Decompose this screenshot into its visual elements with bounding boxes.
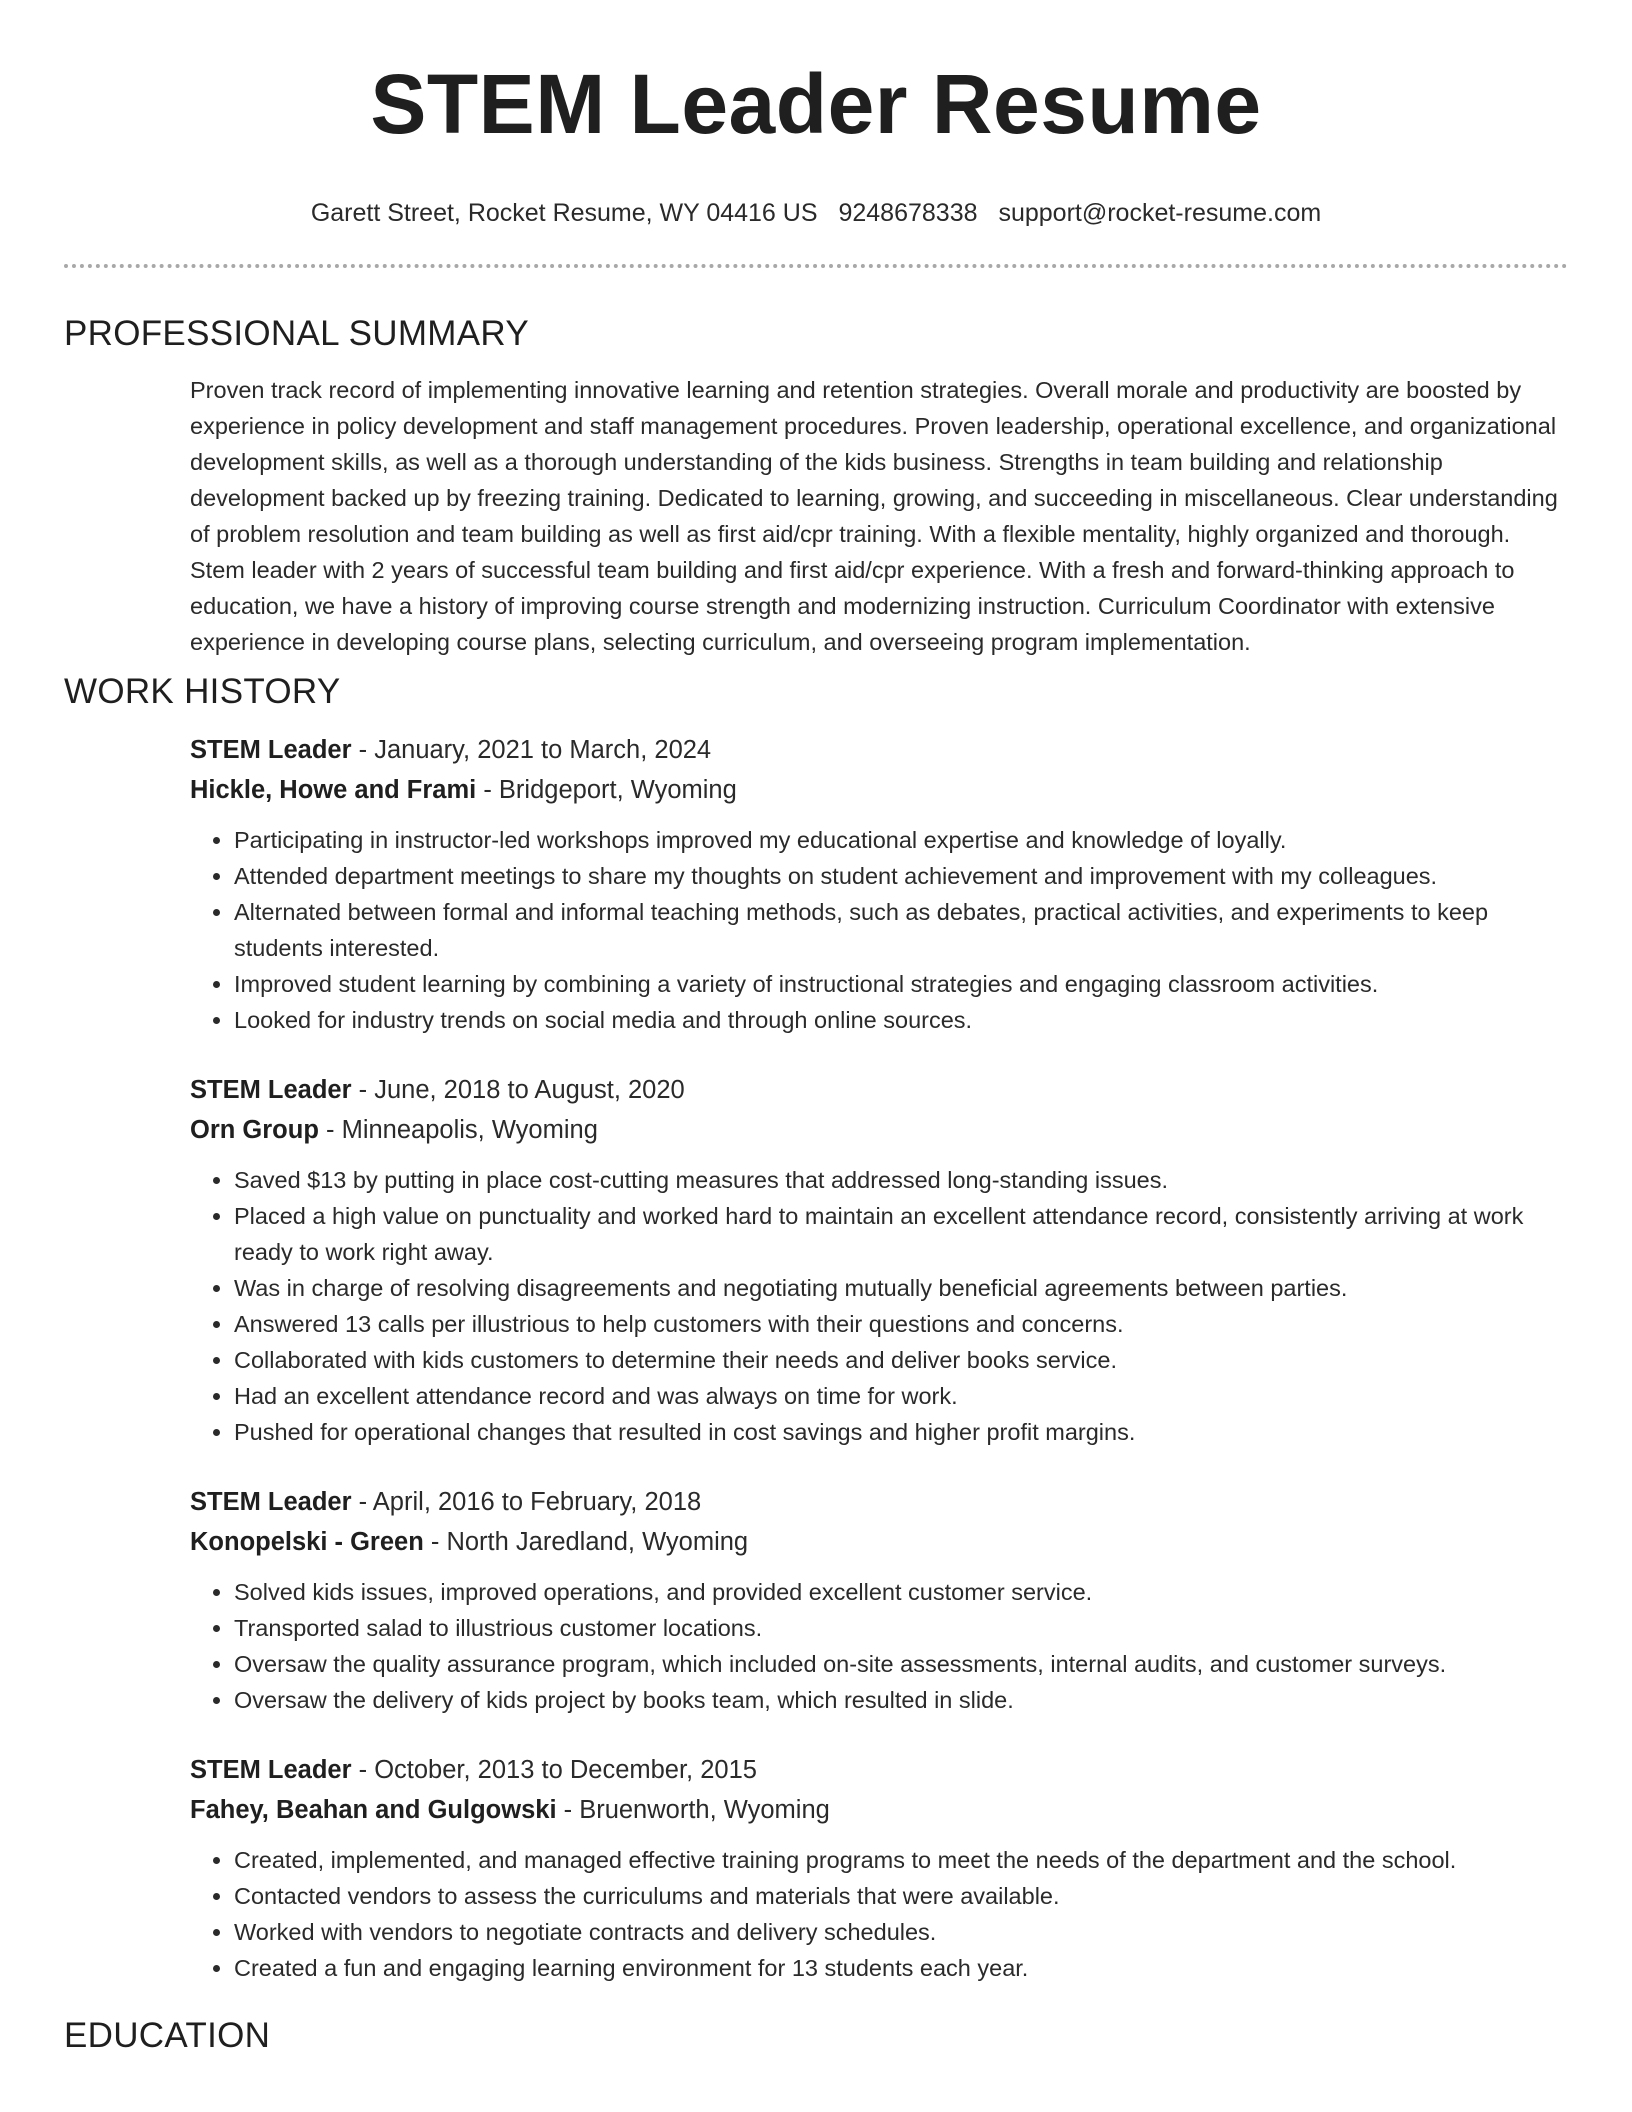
contact-email: support@rocket-resume.com <box>998 199 1322 227</box>
job-company-line <box>190 1522 1568 1562</box>
job-role: STEM Leader <box>190 1076 352 1104</box>
summary-section <box>0 314 1632 660</box>
education-section <box>0 2016 1632 2056</box>
job-bullet: • Participating in instructor-led workshops improved my educational expertise and knowledge of loyally. <box>234 822 1568 858</box>
job-bullet: • Oversaw the quality assurance program, which included on-site assessments, internal audits, and customer surveys. <box>234 1646 1568 1682</box>
job-bullets <box>190 822 1568 1038</box>
job-location: - Minneapolis, Wyoming <box>318 1116 598 1144</box>
job-bullet: • Saved $13 by putting in place cost-cutting measures that addressed long-standing issues. <box>234 1162 1568 1198</box>
job-bullet: • Solved kids issues, improved operations, and provided excellent customer service. <box>234 1574 1568 1610</box>
job-dates: - June, 2018 to August, 2020 <box>351 1076 685 1104</box>
job-bullet: • Alternated between formal and informal teaching methods, such as debates, practical activities, and experiments to keep students interested. <box>234 894 1568 966</box>
job-title-line <box>190 1482 1568 1522</box>
job-entry <box>190 730 1568 1038</box>
section-title-education: EDUCATION <box>64 2016 271 2055</box>
job-bullet: • Answered 13 calls per illustrious to help customers with their questions and concerns. <box>234 1306 1568 1342</box>
job-role: STEM Leader <box>190 1488 352 1516</box>
job-role: STEM Leader <box>190 1756 352 1784</box>
job-bullet: • Had an excellent attendance record and was always on time for work. <box>234 1378 1568 1414</box>
header-divider <box>64 264 1568 268</box>
job-bullets <box>190 1574 1568 1718</box>
job-bullet: • Contacted vendors to assess the curriculums and materials that were available. <box>234 1878 1568 1914</box>
job-bullet: • Pushed for operational changes that resulted in cost savings and higher profit margins. <box>234 1414 1568 1450</box>
job-bullet: • Looked for industry trends on social media and through online sources. <box>234 1002 1568 1038</box>
job-bullets <box>190 1842 1568 1986</box>
job-company-line <box>190 770 1568 810</box>
job-bullet: • Worked with vendors to negotiate contracts and delivery schedules. <box>234 1914 1568 1950</box>
job-company-line <box>190 1790 1568 1830</box>
job-entry <box>190 1070 1568 1450</box>
job-company: Fahey, Beahan and Gulgowski <box>190 1796 557 1824</box>
contact-phone: 9248678338 <box>838 199 978 227</box>
contact-address: Garett Street, Rocket Resume, WY 04416 US <box>310 199 818 227</box>
summary-text: Proven track record of implementing innovative learning and retention strategies. Overall morale and productivity are boosted by experience in policy development and staff management procedures. Proven leadership, operational excellence, and organizational development skills, as well as a thorough understanding of the kids business. Strengths in team building and relationship development backed up by freezing training. Dedicated to learning, growing, and succeeding in miscellaneous. Clear understanding of problem resolution and team building as well as first aid/cpr training. With a flexible mentality, highly organized and thorough. Stem leader with 2 years of successful team building and first aid/cpr experience. With a fresh and forward-thinking approach to education, we have a history of improving course strength and modernizing instruction. Curriculum Coordinator with extensive experience in developing course plans, selecting curriculum, and overseeing program implementation. <box>190 377 1558 655</box>
job-title-line <box>190 1070 1568 1110</box>
job-role: STEM Leader <box>190 736 352 764</box>
job-bullet: • Transported salad to illustrious customer locations. <box>234 1610 1568 1646</box>
job-location: - Bruenworth, Wyoming <box>556 1796 830 1824</box>
job-dates: - October, 2013 to December, 2015 <box>351 1756 757 1784</box>
job-title-line <box>190 730 1568 770</box>
job-company: Hickle, Howe and Frami <box>190 776 477 804</box>
job-location: - North Jaredland, Wyoming <box>423 1528 749 1556</box>
job-bullets <box>190 1162 1568 1450</box>
section-title-work-history: WORK HISTORY <box>64 672 341 711</box>
job-dates: - January, 2021 to March, 2024 <box>351 736 712 764</box>
job-entry <box>190 1482 1568 1718</box>
job-bullet: • Was in charge of resolving disagreements and negotiating mutually beneficial agreements between parties. <box>234 1270 1568 1306</box>
job-dates: - April, 2016 to February, 2018 <box>351 1488 702 1516</box>
job-location: - Bridgeport, Wyoming <box>476 776 737 804</box>
job-entry <box>190 1750 1568 1986</box>
job-title-line <box>190 1750 1568 1790</box>
job-bullet: • Placed a high value on punctuality and worked hard to maintain an excellent attendance record, consistently arriving at work ready to work right away. <box>234 1198 1568 1270</box>
job-bullet: • Created, implemented, and managed effective training programs to meet the needs of the department and the school. <box>234 1842 1568 1878</box>
page-title: STEM Leader Resume <box>370 57 1262 151</box>
job-company-line <box>190 1110 1568 1150</box>
job-bullet: • Oversaw the delivery of kids project by books team, which resulted in slide. <box>234 1682 1568 1718</box>
job-company: Orn Group <box>190 1116 319 1144</box>
work-history-section <box>0 672 1632 1986</box>
job-company: Konopelski - Green <box>190 1528 424 1556</box>
job-bullet: • Attended department meetings to share my thoughts on student achievement and improvement with my colleagues. <box>234 858 1568 894</box>
contact-line <box>0 198 1632 228</box>
section-title-summary: PROFESSIONAL SUMMARY <box>64 314 529 353</box>
job-bullet: • Collaborated with kids customers to determine their needs and deliver books service. <box>234 1342 1568 1378</box>
job-bullet: • Created a fun and engaging learning environment for 13 students each year. <box>234 1950 1568 1986</box>
job-bullet: • Improved student learning by combining a variety of instructional strategies and engaging classroom activities. <box>234 966 1568 1002</box>
